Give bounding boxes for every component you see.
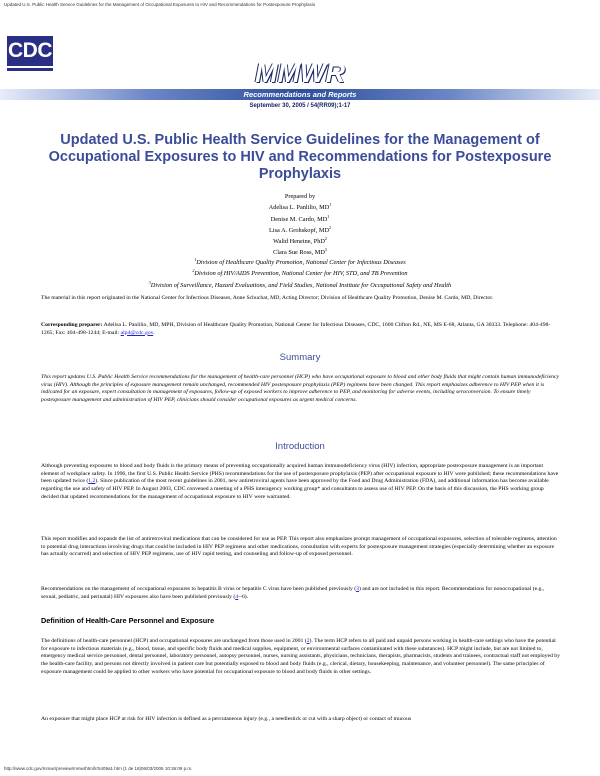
authors-block [0,193,600,258]
prepared-by-label: Prepared by [284,193,316,200]
intro-paragraph-2: This report modifies and expands the list of antiretroviral medications that can be considered for use as PEP. This report also emphasizes prompt management of occupational exposures, selection of tolerable regimens, attention to potential drug interactions involving drugs that could be included in HIV PEP regimens and other medications, consultation with experts for postexposure management strategies (especially determining whether an exposure has actually occurred) and selection of HIV PEP regimens, use of HIV rapid testing, and counseling and follow-up of exposed personnel. [41,536,557,558]
corresponding-label: Corresponding preparer: [41,322,103,328]
reference-link[interactable]: 2 [306,638,310,644]
footer-url: http://www.cdc.gov/mmwr/preview/mmwrhtml/rr5409a1.htm (1 de 18)06/03/2006 10:36:09 p.m. [4,766,193,771]
affiliation-3: $^3$Division of Surveillance, Hazard Evaluations, and Field Studies, National Institute for Occupational Safety and Health [148,279,452,289]
definition-paragraph-2: An exposure that might place HCP at risk for HIV infection is defined as a percutaneous injury (e.g., a needlestick or cut with a sharp object) or contact of mucous [41,716,412,722]
browser-header: Updated U.S. Public Health Service Guidelines for the Management of Occupational Exposures to HIV and Recommendations for Postexposure Prophylaxis [4,2,316,7]
reference-link[interactable]: 4 [235,593,239,600]
reference-link[interactable]: 1,2 [88,478,96,485]
intro-paragraph-1: Although preventing exposures to blood and body fluids is the primary means of preventing occupationally acquired human immunodeficiency virus (HIV) infection, appropriate postexposure management is an important element of workplace safety. In 1996, the first U.S. Public Health Service (PHS) recommendations for the use of postexposure prophylaxis (PEP) after occupational exposure to HIV were published; these recommendations have been updated twice (1,2). Since publication of the most recent guidelines in 2001, new antiretroviral agents have been approved by the Food and Drug Administration (FDA), and additional information has become available regarding the use and safety of HIV PEP. In August 2003, CDC convened a meeting of a PHS interagency working group* and consultants to assess use of HIV PEP. On the basis of this discussion, the PHS working group decided that updated recommendations for the management of occupational exposure to HIV were warranted. [41,463,559,500]
definition-heading: Definition of Health-Care Personnel and Exposure [41,616,215,625]
mmwr-logo[interactable]: MMWR [255,57,345,88]
intro-paragraph-3: Recommendations on the management of occupational exposures to hepatitis B virus or hepatitis C virus have been published previously (3) and are not included in this report. Recommendations for nonoccupational (e.g., sexual, pediatric, and perinatal) HIV exposures also have been published previously (4--6). [41,586,545,600]
cdc-logo-bar [7,68,53,71]
corresponding-preparer: Corresponding preparer: Adelisa L. Panlilio, MD, MPH, Division of Healthcare Quality Promotion, National Center for Infectious Diseases, CDC, 1600 Clifton Rd., NE, MS E-68, Atlanta, GA 30333. Telephone: 404-498-1265; Fax: 404-498-1244; E-mail: alp4@cdc.gov. [41,322,551,336]
summary-heading: Summary [279,352,321,363]
origin-note: The material in this report originated in the National Center for Infectious Diseases, Anne Schuchat, MD, Acting Director; Division of Healthcare Quality Promotion, Denise M. Cardo, MD, Director. [41,295,494,301]
issue-date: September 30, 2005 / 54(RR09);1-17 [249,103,351,109]
page-title: Updated U.S. Public Health Service Guidelines for the Management of Occupational Exposures to HIV and Recommendations for Postexposure Prophylaxis [48,132,552,182]
author-5: Clara Sue Ross, $MD^3$ [273,247,327,257]
affiliation-2: $^2$Division of HIV/AIDS Prevention, National Center for HIV, STD, and TB Prevention [192,268,408,278]
reference-link[interactable]: 3 [356,586,359,592]
author-1: Adelisa L. Panlilio, $MD^1$ [268,202,332,212]
series-title: Recommendations and Reports [243,90,357,99]
summary-text: This report updates U.S. Public Health Service recommendations for the management of health-care personnel (HCP) who have occupational exposure to blood and other body fluids that might contain human immunodeficiency virus (HIV). Although the principles of exposure management remain unchanged, recommended HIV postexposure prophylaxis (PEP) regimens have been changed. This report emphasizes adherence to HIV PEP when it is indicated for an exposure, expert consultation in management of exposures, follow-up of exposed workers to improve adherence to PEP, and monitoring for adverse events, including seroconversion. To ensure timely postexposure management and administration of HIV PEP, clinicians should consider occupational exposures as urgent medical concerns. [41,374,560,404]
author-2: Denise M. Cardo, $MD^1$ [270,213,330,223]
affiliation-1: $^1$Division of Healthcare Quality Promotion, National Center for Infectious Diseases [194,257,406,267]
cdc-logo[interactable]: CDC [7,36,53,66]
definition-paragraph-1: The definitions of health-care personnel (HCP) and occupational exposures are unchanged from those used in 2001 (2). The term HCP refers to all paid and unpaid persons working in health-care settings who have the potential for exposure to infectious materials (e.g., blood, tissue, and specific body fluids and medical supplies, equipment, or environmental surfaces contaminated with these substances). HCP might include, but are not limited to, emergency medical service personnel, dental personnel, laboratory personnel, autopsy personnel, nurses, nursing assistants, physicians, technicians, therapists, pharmacists, students and trainees, contractual staff not employed by the health-care facility, and persons not directly involved in patient care but potentially exposed to blood and body fluids (e.g., clerical, dietary, housekeeping, maintenance, and volunteer personnel). The same principles of exposure management could be applied to other workers who have potential for occupational exposure to blood and body fluids in other settings. [41,638,560,675]
affiliations [0,256,600,290]
author-3: Lisa A. Grohskopf, $MD^2$ [269,224,331,234]
author-4: Walid Heneine, PhD$^2$ [273,236,327,246]
email-link[interactable]: alp4@cdc.gov [120,329,154,336]
introduction-heading: Introduction [275,441,325,452]
